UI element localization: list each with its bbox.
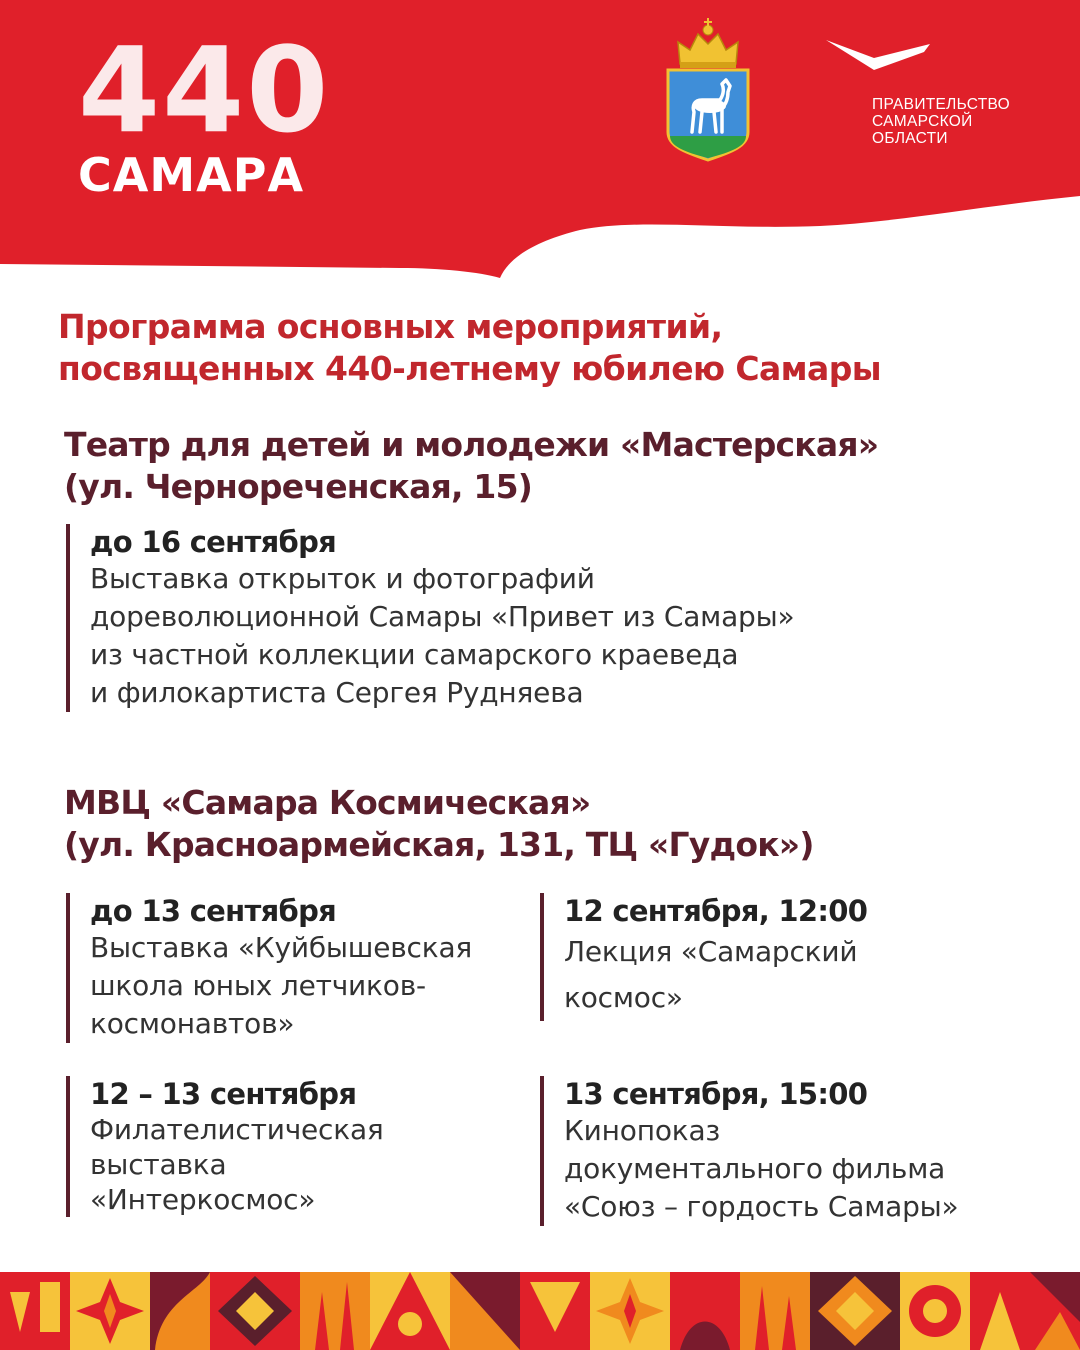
event-item [66, 893, 472, 1043]
page-title-line: Программа основных мероприятий, [58, 307, 723, 346]
event-description-line: Кинопоказ [564, 1114, 721, 1147]
government-logo-icon [822, 36, 934, 80]
venue-address: (ул. Чернореченская, 15) [64, 467, 533, 506]
event-item [66, 1076, 384, 1217]
event-description-line: «Союз – гордость Самары» [564, 1190, 959, 1223]
event-description [90, 1112, 384, 1217]
event-description [564, 929, 867, 1021]
event-item [66, 524, 794, 712]
event-description-line: выставка [90, 1148, 227, 1181]
event-description-line: Выставка открыток и фотографий [90, 562, 595, 595]
event-description-line: Выставка «Куйбышевская [90, 931, 473, 964]
venue-name: Театр для детей и молодежи «Мастерская» [64, 425, 879, 464]
anniversary-logo-city: САМАРА [78, 148, 305, 202]
venue-address: (ул. Красноармейская, 131, ТЦ «Гудок») [64, 825, 814, 864]
venue-heading-masterskaya [64, 424, 878, 508]
event-item [540, 1076, 959, 1226]
page-title-line: посвященных 440-летнему юбилею Самары [58, 349, 881, 388]
event-description-line: дореволюционной Самары «Привет из Самары» [90, 600, 795, 633]
event-description-line: и филокартиста Сергея Рудняева [90, 676, 584, 709]
government-name-line: САМАРСКОЙ [872, 113, 973, 130]
event-description [564, 1112, 959, 1226]
event-description-line: Филателистическая [90, 1113, 384, 1146]
event-description-line: документального фильма [564, 1152, 946, 1185]
event-description-line: Лекция «Самарский [564, 935, 858, 968]
event-date: 13 сентября, 15:00 [564, 1077, 868, 1111]
venue-name: МВЦ «Самара Космическая» [64, 783, 591, 822]
folk-ornament-border [0, 1272, 1080, 1350]
event-description-line: школа юных летчиков- [90, 969, 426, 1002]
event-date: до 13 сентября [90, 894, 337, 928]
anniversary-logo-number: 440 [78, 21, 331, 159]
event-date: 12 сентября, 12:00 [564, 894, 868, 928]
venue-heading-samara-kosmicheskaya [64, 782, 814, 866]
government-name-line: ПРАВИТЕЛЬСТВО [872, 96, 1010, 113]
event-date: 12 – 13 сентября [90, 1077, 357, 1111]
event-item [540, 893, 867, 1021]
event-description-line: космонавтов» [90, 1007, 295, 1040]
event-date: до 16 сентября [90, 525, 337, 559]
event-description-line: из частной коллекции самарского краеведа [90, 638, 739, 671]
event-description-line: космос» [564, 981, 683, 1014]
event-description [90, 929, 472, 1043]
government-name [872, 96, 1010, 147]
event-description-line: «Интеркосмос» [90, 1183, 316, 1216]
event-description [90, 560, 794, 712]
page-title [58, 306, 881, 390]
samara-coat-of-arms-icon [662, 14, 754, 162]
government-name-line: ОБЛАСТИ [872, 130, 948, 147]
